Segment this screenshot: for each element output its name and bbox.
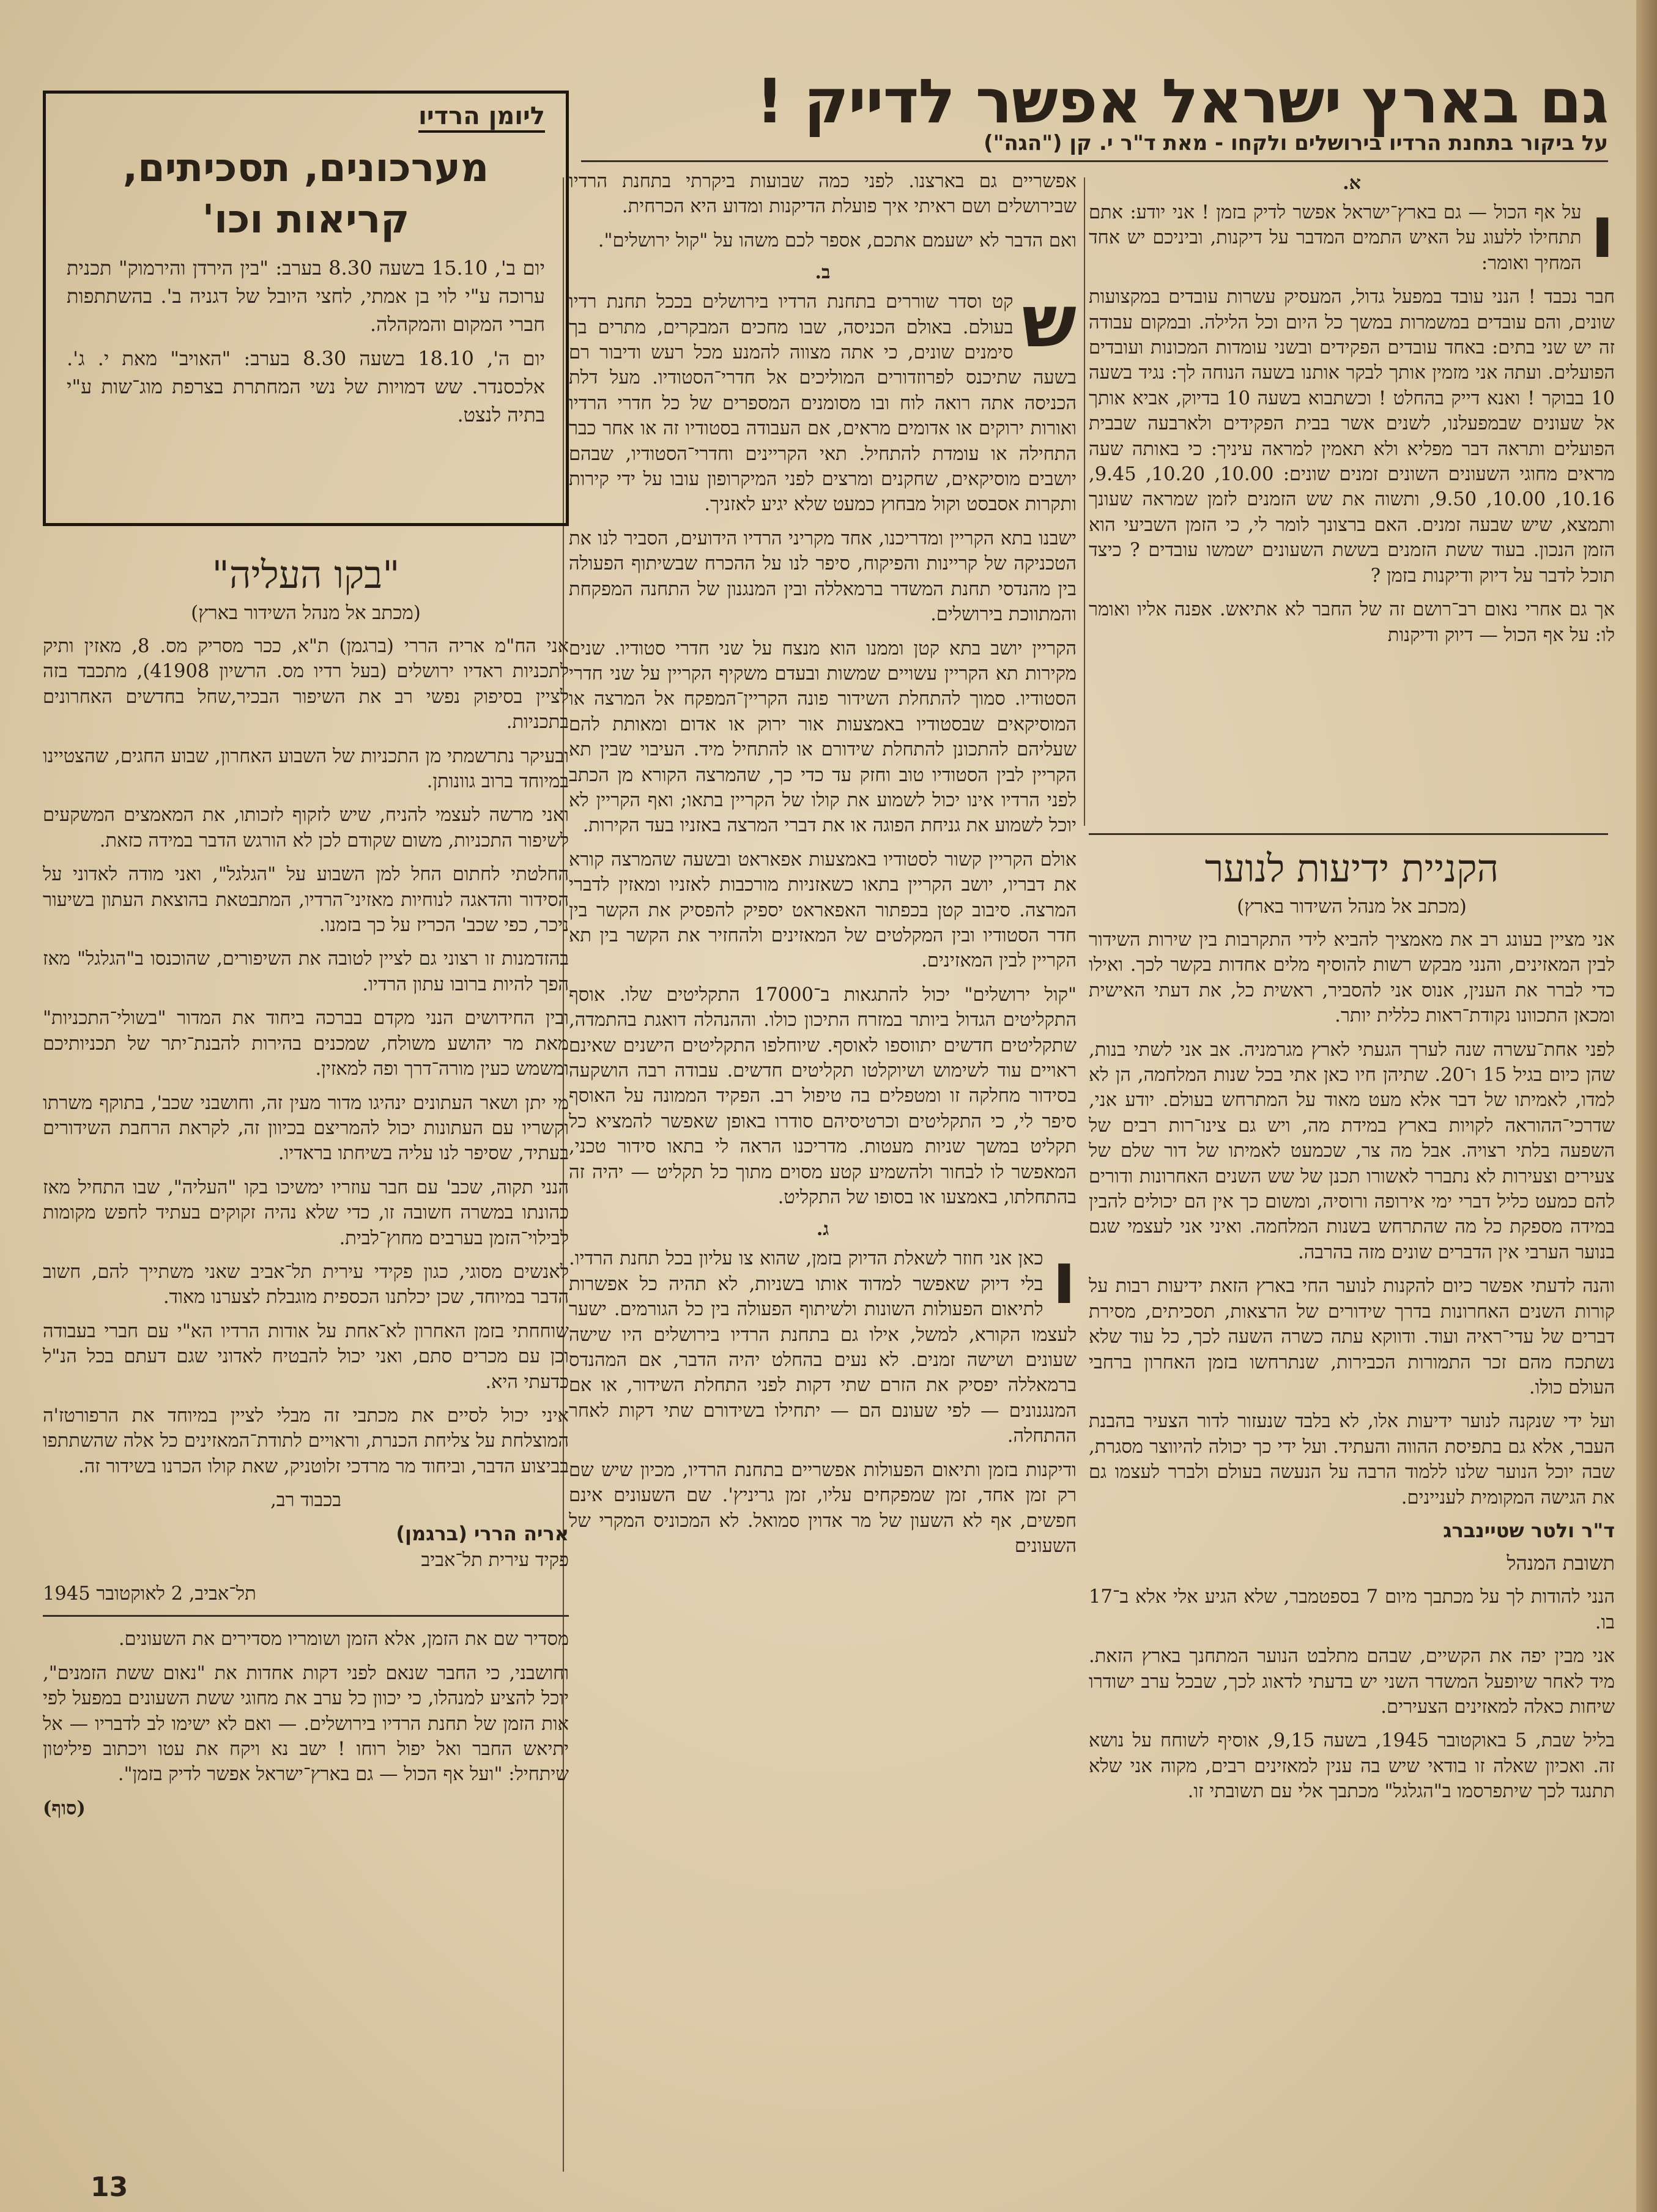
paragraph: מי יתן ושאר העתונים ינהיגו מדור מעין זה, וחושבני שכב', בתוקף משרתו וקשריו עם העתונות יכול להמריצם בכיוון זה, לקראת הרחבת השידורים בעתיד, שסיפר לנו עליה בשיחתו בראדיו.	[43, 1092, 569, 1165]
paragraph: ובעיקר נתרשמתי מן התכניות של השבוע האחרון, שבוע החגים, שהצטיינו במיוחד ברוב גוונותן.	[43, 745, 569, 793]
paragraph: אני הח"מ אריה הררי (ברגמן) ת"א, ככר מסריק מס. 8, מאזין ותיק לתכניות ראדיו ירושלים (בעל רדיו מס. הרשיון 41908), מתכבד בזה לציין בסיפוק נפשי רב את השיפור הבכיר,שחל בחדשים האחרונים בתכניות.	[43, 636, 569, 733]
paragraph: ובין החידושים הנני מקדם בברכה ביחוד את המדור "בשולי־התכניות" מאת מר יהושע משולח, שמכנים בהירות להבנת־יתר של תכניותיכם ומשמש כעין מורה־דרך ופה למאזין.	[43, 1008, 569, 1080]
main-article-column-middle	[569, 169, 1077, 2102]
paragraph: אולם הקריין קשור לסטודיו באמצעות אפאראט ובשעה שהמרצה קורא את דבריו, יושב הקריין בתאו כשאזניות מורכבות לאזניו ומאזין לדברי המרצה. סיבוב קטן בכפתור האפאראט יספיק להפסיק את הקשר בין חדר הסטודיו ובין המקלטים של המאזינים ולהחזיר את הקשר בין תא הקריין לבין המאזינים.	[569, 848, 1077, 972]
paragraph: לפני אחת־עשרה שנה לערך הגעתי לארץ מגרמניה. אב אני לשתי בנות, שהן כיום בגיל 15 ו־20. שתיהן חיו כאן אתי בכל שנות המלחמה, הן לא למדו, לאמיתו של דבר אלא מעט מאוד על המתרחש בעולם. יודע אני, שדרכי־ההוראה לקויות בארץ במידת מה, ויש גם צינו־רות רבים של השפעה בלתי רצויה. אבל מה צר, שכמעט לאמיתו של דור שלם של צעירים וצעירות לא נתברר לאשורו תכנן של שש השנים האחרונות ודורים להם כמעט כליל דברי ימי אירופה ורוסיה, ומשום כך אין הם יכולים להבין במידה מספקת כל מה שהתרחש בשנות המלחמה. ואיני אני לעצמי שגם בנוער הערבי אין הדברים שונים מזה בהרבה.	[1089, 1039, 1615, 1263]
dateline: תל־אביב, 2 לאוקטובר 1945	[43, 1583, 256, 1605]
paragraph: שוחחתי בזמן האחרון לא־אחת על אודות הרדיו הא"י עם חברי בעבודה וכן עם מכרים סתם, ואני יכול להבטיח לאדוני שגם דעתם בכל הנ"ל כדעתי היא.	[43, 1320, 569, 1393]
paragraph: הנני תקוה, שכב' עם חבר עוזריו ימשיכו בקו "העליה", שבו התחיל מאז כהונתו במשרה חשובה זו, כדי שלא נהיה זקוקים בעתיד לחפש מקומות לבילוי־הזמן בערבים מחוץ־לבית.	[43, 1176, 569, 1249]
main-article-column-right	[1089, 169, 1615, 823]
radio-diary-title: מערכונים, תסכיתים, קריאות וכו'	[122, 146, 489, 242]
dropcap: ו	[1051, 1236, 1077, 1321]
title-divider	[581, 160, 1608, 162]
signature-name: אריה הררי (ברגמן)	[396, 1521, 569, 1545]
paragraph: "קול ירושלים" יכול להתגאות ב־17000 התקליטים שלו. אוסף התקליטים הגדול ביותר במזרח התיכון כולו. וההנהלה דואגת בהתמדה, שתקליטים חדשים יתווספו לאוסף. שיוחלפו התקליטים הישנים שאינם ראויים עוד לשימוש ושיוקלטו תקליטים חדשים. עבודה רבה הושקעה בסידור מחלקה זו ומטפלים בה טיפול רב. הפקיד הממונה על האוסף סיפר לי, כי התקליטים וכרטיסיהם סודרו באופן שאפשר להמציא כל תקליט במשך שניות מעטות. מדריכנו הראה לי בתאו סידור טכני, המאפשר לו לבחור ולהשמיע קטע מסוים מתוך כל תקליט — יהיה זה בהתחלתו, באמצעו או בסופו של התקליט.	[569, 984, 1077, 1209]
column-rule	[1084, 177, 1085, 826]
dropcap: ש	[1021, 279, 1077, 364]
youth-letter-title: הקניית ידיעות לנוער	[1204, 846, 1499, 891]
reply-heading: תשובת המנהל	[1507, 1551, 1615, 1575]
paragraph: אני מבין יפה את הקשיים, שבהם מתלבט הנוער המתחנך בארץ הזאת. מיד לאחר שיופעל המשדר השני יש בדעתי לדאוג לכך, שבכל ערב ישודרו שיחות כאלה למאזינים הצעירים.	[1089, 1646, 1615, 1718]
paragraph: הקריין יושב בתא קטן וממנו הוא מנצח על שני חדרי סטודיו. שנים מקירות תא הקריין עשויים שמשות ובעדם משקיף הקריין על שני חדרי הסטודיו. סמוך להתחלת השידור פונה הקריין־המפקח אל המרצה או המוסיקאים שבסטודיו באמצעות אור ירוק או אדום ומאותת להם שעליהם להתכונן להתחלת שידורם או להתחיל מיד. העיבוי שבין תא הקריין לבין הסטודיו טוב וחזק עד כדי כך, שהמרצה הקורא מן הכתב לפני הרדיו אינו יכול לשמוע את קולו של הקריין בתאו; ואף הקריין לא יוכל לשמוע את גניחת הפוגה או את דברי המרצה באזניו בעד הקירות.	[569, 637, 1077, 837]
page-edge	[1636, 0, 1657, 2212]
letter-author: ד"ר ולטר שטיינברג	[1443, 1518, 1615, 1542]
paragraph: ו על אף הכול — גם בארץ־ישראל אפשר לדיק בזמן ! אני יודע: אתם תתחילו ללעוג על האיש התמים המדבר על דיקנות, וביניכם יש אחד המחיך ואומר:	[1089, 190, 1615, 274]
closing: בכבוד רב,	[270, 1490, 341, 1512]
radio-listing: יום ה', 18.10 בשעה 8.30 בערב: "האויב" מאת י. ג'. אלכסנדר. שש דמויות של נשי המחתרת בצרפת מוג־שות ע"י בתיה לנצט.	[67, 347, 546, 426]
paragraph: בליל שבת, 5 באוקטובר 1945, בשעה 9,15, אוסיף לשוחח על נושא זה. ואכיון שאלה זו בודאי שיש בה ענין למאזינים רבים, מקוה אני שלא תתנגד לכך שיתפרסמו ב"הגלגל" מכתבך אלי עם תשובתי זו.	[1089, 1730, 1615, 1803]
dropcap: ו	[1590, 190, 1615, 274]
paragraph: בהזדמנות זו רצוני גם לציין לטובה את השיפורים, שהוכנסו ב"הגלגל" מאז הפך להיות ברובו עתון הרדיו.	[43, 948, 569, 995]
left-letter-column	[43, 551, 569, 2178]
continuation-divider	[43, 1615, 569, 1617]
paragraph: ואם הדבר לא ישעמם אתכם, אספר לכם משהו על "קול ירושלים".	[598, 229, 1077, 251]
main-article-subtitle: על ביקור בתחנת הרדיו בירושלים ולקחו - מאת ד"ר י. קן ("הגה")	[984, 131, 1608, 155]
paragraph: ועל ידי שנקנה לנוער ידיעות אלו, לא בלבד שנעזור לדור הצעיר בהבנת העבר, אלא גם בתפיסת ההווה והעתיד. ועל ידי כך יכולה להיווצר מסגרת, שבה יוכל הנוער שלנו ללמוד הרבה על הנעשה בעולם ולברר לעצמו גם את הגישה המקומית לעניינים.	[1089, 1411, 1615, 1509]
youth-letter-column	[1089, 844, 1615, 2172]
paragraph: והנה לדעתי אפשר כיום להקנות לנוער החי בארץ הזאת ידיעות רבות על קורות השנים האחרונות בדרך שידורים של הרצאות, תסכיתים, מסירת דברים של עדי־ראיה ועוד. ודווקא עתה כשרה השעה לכך, כל עוד שלא נשתכח מהם זכר התמורות הכבירות, שנתרחשו בזמן האחרון ברחבי העולם כולו.	[1089, 1275, 1615, 1398]
radio-diary-box	[43, 91, 569, 526]
youth-letter-subtitle: (מכתב אל מנהל השידור בארץ)	[1237, 896, 1467, 918]
paragraph: החלטתי לחתום החל למן השבוע על "הגלגל", ואני מודה לאדוני על הסידור והדאגה לנוחיות מאזיני־הרדיו, המתבטאת בהוצאת העתון בשיעור ניכר, כפי שכב' הכריז על כך בזמנו.	[43, 864, 569, 937]
radio-listing: יום ב', 15.10 בשעה 8.30 בערב: "בין הירדן והירמוק" תכנית ערוכה ע"י לוי בן אמתי, לחצי היובל של דגניה ב'. בהשתתפות חברי המקום והמקהלה.	[67, 256, 545, 336]
radio-diary-label: ליומן הרדיו	[67, 102, 545, 130]
signature-role: פקיד עירית תל־אביב	[421, 1549, 569, 1571]
paragraph: מסדיר שם את הזמן, אלא הזמן ושומריו מסדירים את השעונים.	[118, 1628, 569, 1650]
left-letter-subtitle: (מכתב אל מנהל השידור בארץ)	[191, 602, 421, 624]
paragraph: חבר נכבד ! הנני עובד במפעל גדול, המעסיק עשרות עובדים במקצועות שונים, והם עובדים במשמרות במשך כל היום וכל הלילה. ובמקום עבודה זה יש שני בתים: באחד עובדים הפקידים ובשני עומדות המכונות ועובדים הפועלים. ועתה אני מזמין אותך לבקר אותנו בשעה הנוחה לך: נגיד בשעה 10 בבוקר ! ואנא דייק בהחלט ! וכשתבוא בשעה 10 בדיוק, אביא אותך אל שעונים שבמפעלנו, לשנים אשר בבית הפקידים ולארבעה שבבית הפועלים ותראה דבר מפליא ולא תאמין למראה עיניך: כי באותה שעה מראים מחוגי השעונים השונים זמנים שונים: 10.00, 10.20, 9.45, 10.16, 10.00, 9.50, ותשוה את שש הזמנים לזמן שמראה שעונך ותמצא, שיש שבעה זמנים. האם ברצונך לומר לי, כי הזמן השביעי הוא הזמן הנכון. בעוד ששת הזמנים בששת השעונים ישמשו עובדים ? כיצד תוכל לדבר על דיוק ודיקנות בזמן ?	[1089, 286, 1615, 587]
paragraph: אך גם אחרי נאום רב־רושם זה של החבר לא אתיאש. אפנה אליו ואומר לו: על אף הכול — דיוק ודיקנות	[1089, 599, 1615, 646]
paragraph: ש קט וסדר שוררים בתחנת הרדיו בירושלים בככל תחנת רדיו בעולם. באולם הכניסה, שבו מחכים המבקרים, מתרים בך סימנים שונים, כי אתה מצווה להמנע מכל רעש ודיבור רם בשעה שתיכנס לפרוזדורים המוליכים אל חדרי־הסטודיו. מעל דלת הכניסה אתה רואה לוח ובו מסומנים המספרים של כל חדרי הרדיו ואורות ירוקים או אדומים מראים, אם העבודה בסטודיו זה או אחר כבר התחילה או עומדת להתחיל. תאי הקריינים וחדרי־הסטודיו, שבהם יושבים מוסיקאים, שחקנים ומרצים לפני המיקרופון עובו על ידי קירות ותקרות אסבסט וקול מבחוץ כמעט שלא יגיע לאזניך.	[569, 279, 1077, 516]
left-letter-title: "בקו העליה"	[212, 552, 400, 597]
paragraph: לאנשים מסוגי, כגון פקידי עירית תל־אביב שאני משתייך להם, חשוב הדבר במיוחד, שכן יכלתנו הכספית מוגבלת לצערנו מאוד.	[43, 1261, 569, 1308]
section-marker-g: ג.	[816, 1219, 829, 1241]
paragraph: אפשריים גם בארצנו. לפני כמה שבועות ביקרתי בתחנת הרדיו שבירושלים ושם ראיתי איך פועלת הדיקנות ומדוע היא הכרחית.	[569, 171, 1077, 218]
end-tag: (סוף)	[43, 1797, 86, 1819]
paragraph: ו כאן אני חוזר לשאלת הדיוק בזמן, שהוא צו עליון בכל תחנת הרדיו. בלי דיוק שאפשר למדוד אותו בשניות, לא תהיה כל אפשרות לתיאום הפעולות השונות ולשיתוף הפעולה בין כל הגורמים. ישער לעצמו הקורא, למשל, אילו גם בתחנת הרדיו בירושלים היו שישה שעונים ושישה זמנים. לא נעים בהחלט יהיה הדבר, אם המהנדס ברמאללה יפסיק את הזרם שתי דקות לפני התחלת השידור, או אם המנגנונים — לפי שעונם הם — יתחילו בשידורם שתי דקות לאחר ההתחלה.	[569, 1236, 1077, 1447]
paragraph: איני יכול לסיים את מכתבי זה מבלי לציין במיוחד את הרפורטז'ה המוצלחת על צליחת הכנרת, וראויים לתודת־המאזינים כל אלה שהשתתפו בביצוע הדבר, וביחוד מר מרדכי זלוטניק, שאת קולו הכרנו בשידור זה.	[43, 1405, 569, 1477]
paragraph: ישבנו בתא הקריין ומדריכנו, אחד מקריני הרדיו הידועים, הסביר לנו את הטכניקה של קריינות והפיקוח, סיפר לנו על ההכרח שבשיתוף הפעולה בין מהנדסי תחנת המשדר ברמאללה ובין המנגנון של התחנה המפקחת והמתווכת בירושלים.	[569, 527, 1077, 626]
paragraph: ודיקנות בזמן ותיאום הפעולות אפשריים בתחנת הרדיו, מכיון שיש שם רק זמן אחד, זמן שמפקחים עליו, זמן גריניץ'. שם השעונים אינם חפשים, אף לא השעון של מר אדוין סמואל. לא המכוניס המקרי של השעונים	[569, 1459, 1077, 1557]
section-divider	[1089, 833, 1608, 835]
paragraph: הנני להודות לך על מכתבך מיום 7 בספטמבר, שלא הגיע אלי אלא ב־17 בו.	[1089, 1586, 1615, 1633]
paragraph: אני מציין בעונג רב את מאמציך להביא לידי התקרבות בין שירות השידור לבין המאזינים, והנני מבקש רשות להוסיף מלים אחדות בקשר לכך. ואילו כדי לברר את הענין, אנוס אני להסביר, ראשית כל, את דעתי האישית ומכאן התכוונו נקודת־ראות כללית יותר.	[1089, 929, 1615, 1027]
page-number: 13	[91, 2172, 128, 2203]
section-marker-b: ב.	[815, 262, 831, 284]
main-article-title: גם בארץ ישראל אפשר לדייק !	[755, 65, 1608, 137]
paragraph: ואני מרשה לעצמי להניח, שיש לזקוף לזכותו, את המאמצים המשקעים לשיפור התכניות, משום שקודם לכן לא הורגש הדבר במידה כזאת.	[43, 804, 569, 852]
section-marker-a: א.	[1343, 173, 1361, 194]
paragraph: וחושבני, כי החבר שנאם לפני דקות אחדות את "נאום ששת הזמנים", יוכל להציע למנהלו, כי יכוון כל ערב את מחוגי ששת השעונים במפעל לפי אות הזמן של תחנת הרדיו בירושלים. — ואם לא ישימו לב לדבריו — אל יתיאש החבר ואל יפול רוחו ! ישב נא ויקח את עטו ויכתוב פיליטון שיתחיל: "ועל אף הכול — גם בארץ־ישראל אפשר לדיק בזמן".	[43, 1662, 569, 1786]
